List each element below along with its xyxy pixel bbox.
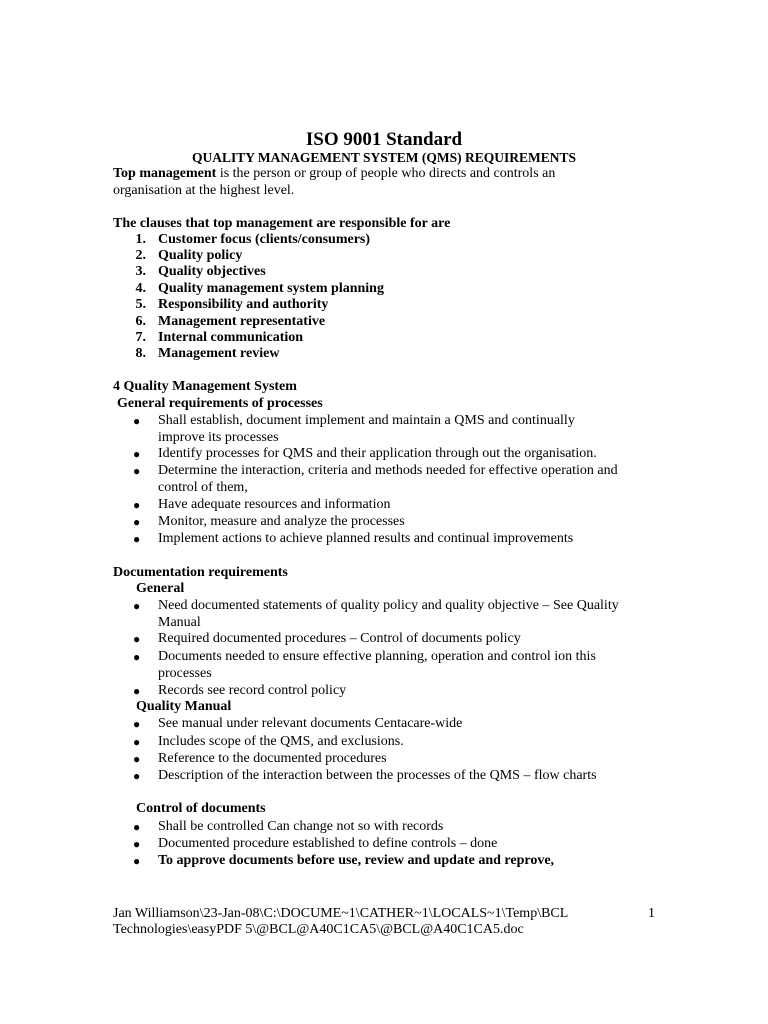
documentation-requirements-heading: Documentation requirements (113, 565, 288, 580)
list-item (133, 497, 673, 514)
list-item-text: Includes scope of the QMS, and exclusions. (158, 734, 404, 749)
list-item (133, 768, 673, 785)
list-item-text: Reference to the documented procedures (158, 751, 387, 766)
bullet-icon: ● (133, 532, 141, 546)
list-item-text: Monitor, measure and analyze the processes (158, 514, 405, 529)
clause-number: 1. (135, 232, 146, 247)
list-item (133, 836, 673, 853)
general-heading: General (136, 581, 185, 596)
list-item-text: Required documented procedures – Control of documents policy (158, 631, 521, 646)
clause-number: 2. (135, 248, 146, 263)
list-item-text: Documented procedure established to define controls – done (158, 836, 498, 851)
clause-number: 8. (135, 346, 146, 361)
page-number: 1 (648, 906, 655, 921)
list-item-text: Identify processes for QMS and their application through out the organisation. (158, 446, 597, 461)
list-item (133, 734, 673, 751)
clause-item: Quality management system planning (158, 281, 384, 296)
clause-number: 3. (135, 264, 146, 279)
list-item-text: Documents needed to ensure effective planning, operation and control ion this (158, 649, 596, 664)
footer-path-line-2: Technologies\easyPDF 5\@BCL@A40C1CA5\@BCL@A40C1CA5.doc (113, 922, 524, 937)
list-item-text: Records see record control policy (158, 683, 347, 698)
list-item-text: Have adequate resources and information (158, 497, 391, 512)
list-item-text-continued: control of them, (158, 479, 248, 495)
list-item (133, 413, 673, 446)
clause-item: Customer focus (clients/consumers) (158, 232, 371, 247)
bullet-icon: ● (133, 820, 141, 834)
clause-item: Management representative (158, 314, 326, 329)
list-item-text: See manual under relevant documents Centacare-wide (158, 716, 463, 731)
bullet-icon: ● (133, 684, 141, 698)
list-item (133, 598, 673, 631)
bullet-icon: ● (133, 515, 141, 529)
list-item-text-continued: improve its processes (158, 429, 279, 445)
list-item-text: Need documented statements of quality policy and quality objective – See Quality (158, 598, 619, 613)
clause-number: 4. (135, 281, 146, 296)
bullet-icon: ● (133, 650, 141, 664)
bullet-icon: ● (133, 735, 141, 749)
list-item (133, 631, 673, 648)
bullet-icon: ● (133, 632, 141, 646)
control-of-documents-heading: Control of documents (136, 801, 266, 816)
intro-line-1-rest: is the person or group of people who directs and controls an (216, 166, 556, 181)
clause-number: 7. (135, 330, 146, 345)
list-item-text-continued: processes (158, 665, 212, 681)
quality-manual-heading: Quality Manual (136, 699, 232, 714)
footer-path-line-1: Jan Williamson\23-Jan-08\C:\DOCUME~1\CATHER~1\LOCALS~1\Temp\BCL (113, 906, 569, 921)
clause-item: Responsibility and authority (158, 297, 329, 312)
list-item-text: To approve documents before use, review and update and reprove, (158, 853, 555, 868)
list-item-text: Implement actions to achieve planned results and continual improvements (158, 531, 574, 546)
clause-item: Quality objectives (158, 264, 266, 279)
list-item (133, 683, 673, 700)
list-item (133, 649, 673, 682)
list-item (133, 751, 673, 768)
bullet-icon: ● (133, 837, 141, 851)
list-item-text-continued: Manual (158, 614, 201, 630)
clause-item: Internal communication (158, 330, 304, 345)
bullet-icon: ● (133, 752, 141, 766)
page-title: ISO 9001 Standard (305, 129, 463, 150)
general-requirements-heading: General requirements of processes (117, 396, 323, 411)
bullet-icon: ● (133, 599, 141, 613)
bullet-icon: ● (133, 464, 141, 478)
list-item (133, 531, 673, 548)
list-item (133, 716, 673, 733)
clause-item: Management review (158, 346, 280, 361)
list-item (133, 446, 673, 463)
clauses-heading: The clauses that top management are responsible for are (113, 216, 451, 231)
bullet-icon: ● (133, 717, 141, 731)
bullet-icon: ● (133, 769, 141, 783)
list-item-text: Determine the interaction, criteria and methods needed for effective operation and (158, 463, 618, 478)
list-item (133, 463, 673, 496)
intro-line-1 (113, 166, 555, 183)
list-item (133, 819, 673, 836)
list-item (133, 853, 673, 870)
bullet-icon: ● (133, 447, 141, 461)
intro-term: Top management (113, 166, 217, 181)
qms-heading: 4 Quality Management System (113, 379, 297, 394)
clause-number: 6. (135, 314, 146, 329)
list-item (133, 514, 673, 531)
page-subtitle: QUALITY MANAGEMENT SYSTEM (QMS) REQUIREMENTS (191, 150, 577, 165)
bullet-icon: ● (133, 854, 141, 868)
list-item-text: Description of the interaction between the processes of the QMS – flow charts (158, 768, 597, 783)
clause-item: Quality policy (158, 248, 243, 263)
bullet-icon: ● (133, 498, 141, 512)
list-item-text: Shall establish, document implement and maintain a QMS and continually (158, 413, 575, 428)
intro-line-2: organisation at the highest level. (113, 183, 295, 198)
bullet-icon: ● (133, 414, 141, 428)
list-item-text: Shall be controlled Can change not so with records (158, 819, 444, 834)
clause-number: 5. (135, 297, 146, 312)
